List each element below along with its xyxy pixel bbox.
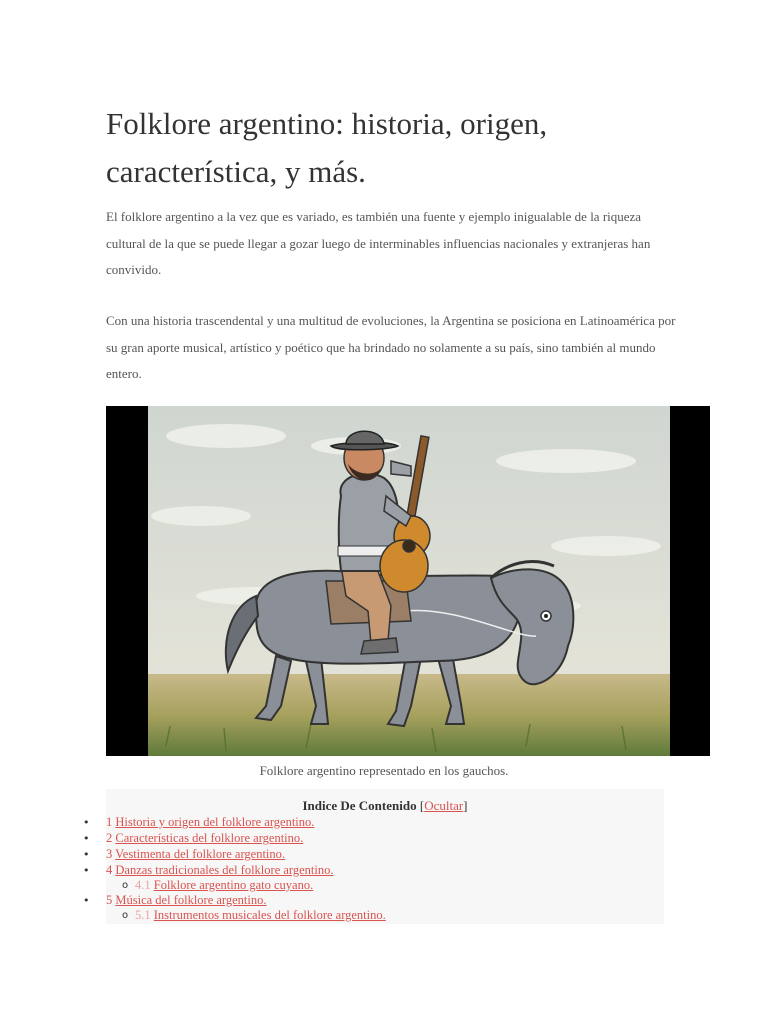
toc-item-link[interactable]: Instrumentos musicales del folklore argentino. bbox=[153, 908, 386, 922]
toc-item-link[interactable]: Danzas tradicionales del folklore argentino. bbox=[115, 863, 334, 877]
painting-gaucho-on-horse-with-guitar-icon bbox=[106, 406, 710, 756]
intro-paragraph: El folklore argentino a la vez que es variado, es también una fuente y ejemplo inigualable de la riqueza cultural de la que se puede llegar a gozar luego de interminables influencias nacionales y extranjeras han convivido. bbox=[106, 209, 651, 277]
bullet-icon: • bbox=[83, 848, 90, 861]
toc-subitem-gato-cuyano[interactable] bbox=[122, 878, 314, 893]
toc-item-musica[interactable] bbox=[83, 893, 267, 908]
toc-header bbox=[106, 798, 664, 814]
bullet-icon: • bbox=[83, 894, 90, 907]
toc-item-historia[interactable] bbox=[83, 815, 315, 830]
toc-heading: Indice De Contenido bbox=[302, 798, 417, 813]
toc-item-number: 3 bbox=[106, 847, 113, 861]
second-paragraph: Con una historia trascendental y una multitud de evoluciones, la Argentina se posiciona en Latinoamérica por su gran aporte musical, artístico y poético que ha brindado no solamente a su país, sino también al mundo entero. bbox=[106, 313, 676, 381]
sub-bullet-icon: o bbox=[122, 910, 129, 921]
table-of-contents bbox=[83, 789, 664, 924]
toc-subitem-instrumentos[interactable] bbox=[122, 908, 386, 923]
toc-item-link[interactable]: Características del folklore argentino. bbox=[115, 831, 304, 845]
bullet-icon: • bbox=[83, 864, 90, 877]
toc-item-link[interactable]: Música del folklore argentino. bbox=[115, 893, 267, 907]
sub-bullet-icon: o bbox=[122, 880, 129, 891]
toc-item-number: 5.1 bbox=[135, 908, 151, 922]
toc-toggle-close: ] bbox=[463, 798, 468, 813]
toc-item-link[interactable]: Folklore argentino gato cuyano. bbox=[153, 878, 314, 892]
image-caption: Folklore argentino representado en los gauchos. bbox=[259, 763, 509, 778]
bullet-icon: • bbox=[83, 832, 90, 845]
bullet-icon: • bbox=[83, 816, 90, 829]
article-image bbox=[106, 406, 710, 756]
toc-item-number: 2 bbox=[106, 831, 113, 845]
toc-item-caracteristicas[interactable] bbox=[83, 831, 304, 846]
toc-item-number: 5 bbox=[106, 893, 113, 907]
toc-item-link[interactable]: Historia y origen del folklore argentino. bbox=[115, 815, 315, 829]
toc-item-number: 4 bbox=[106, 863, 113, 877]
toc-item-danzas[interactable] bbox=[83, 863, 334, 878]
article-title: Folklore argentino: historia, origen, característica, y más. bbox=[106, 106, 548, 189]
toc-item-number: 1 bbox=[106, 815, 113, 829]
toc-item-link[interactable]: Vestimenta del folklore argentino. bbox=[115, 847, 286, 861]
toc-item-vestimenta[interactable] bbox=[83, 847, 286, 862]
toc-toggle-open: [ bbox=[419, 798, 425, 813]
toc-hide-toggle[interactable]: Ocultar bbox=[424, 798, 464, 813]
toc-item-number: 4.1 bbox=[135, 878, 151, 892]
